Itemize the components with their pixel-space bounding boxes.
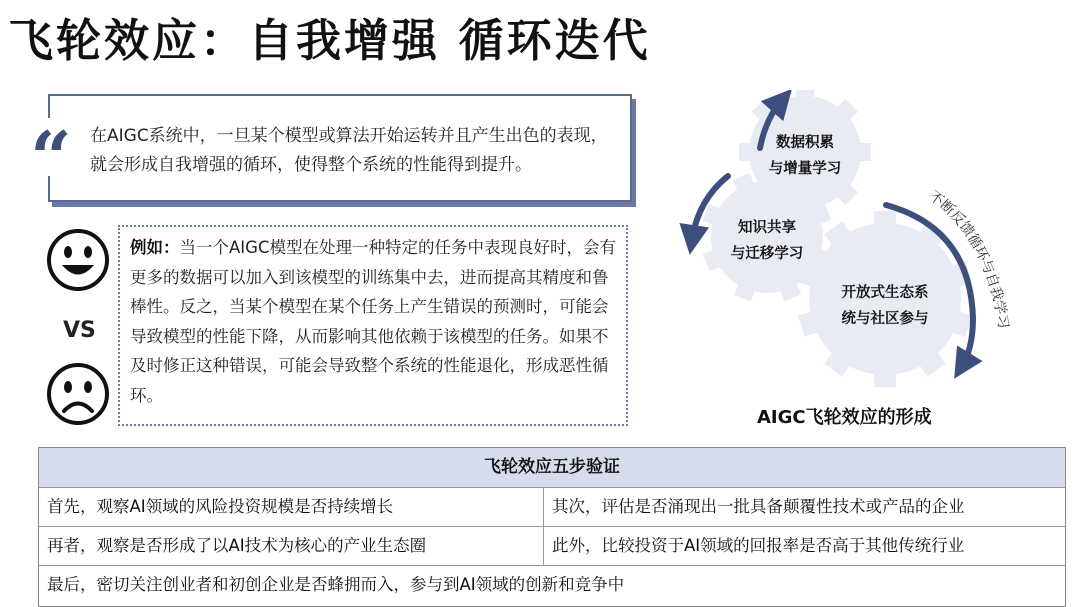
feedback-loop-label: 不断反馈循环与自我学习 bbox=[925, 188, 1012, 330]
table-header: 飞轮效应五步验证 bbox=[39, 448, 1065, 488]
gear-label-line: 开放式生态系 bbox=[841, 285, 929, 301]
gear-label-line: 与迁移学习 bbox=[730, 246, 804, 262]
quote-text: 在AIGC系统中，一旦某个模型或算法开始运转并且产生出色的表现，就会形成自我增强的循环，使得整个系统的性能得到提升。 bbox=[90, 126, 608, 175]
example-label: 例如： bbox=[130, 238, 180, 257]
page-title: 飞轮效应：自我增强 循环迭代 bbox=[8, 14, 651, 67]
table-cell: 此外，比较投资于AI领域的回报率是否高于其他传统行业 bbox=[552, 536, 965, 555]
vs-label: VS bbox=[63, 318, 96, 343]
gear-label-line: 统与社区参与 bbox=[841, 311, 929, 327]
table-cell: 再者，观察是否形成了以AI技术为核心的产业生态圈 bbox=[39, 527, 544, 565]
table-row bbox=[39, 488, 1065, 527]
quote-box bbox=[30, 94, 632, 202]
gear-label-knowledge-sharing bbox=[727, 215, 807, 267]
example-box bbox=[118, 225, 628, 426]
gear-label-line: 知识共享 bbox=[738, 220, 796, 236]
verification-table bbox=[38, 447, 1066, 607]
flywheel-diagram bbox=[670, 90, 1030, 390]
gear-label-open-ecosystem bbox=[830, 280, 940, 332]
gear-label-line: 数据积累 bbox=[776, 135, 834, 151]
frowning-face-icon bbox=[46, 362, 110, 426]
table-row bbox=[39, 566, 1065, 606]
gear-label-line: 与增量学习 bbox=[768, 161, 842, 177]
example-body: 当一个AIGC模型在处理一种特定的任务中表现良好时，会有更多的数据可以加入到该模型的训练集中去，进而提高其精度和鲁棒性。反之，当某个模型在某个任务上产生错误的预测时，可能会导致模型的性能下降，从而影响其他依赖于该模型的任务。如果不及时修正这种错误，可能会导致整个系统的性能退化，形成恶性循环。 bbox=[130, 238, 616, 405]
table-cell: 首先，观察AI领域的风险投资规模是否持续增长 bbox=[39, 488, 544, 526]
smiley-face-icon bbox=[46, 228, 110, 292]
diagram-caption: AIGC飞轮效应的形成 bbox=[757, 407, 932, 428]
table-row bbox=[39, 527, 1065, 566]
table-cell: 最后，密切关注创业者和初创企业是否蜂拥而入，参与到AI领域的创新和竞争中 bbox=[47, 575, 625, 594]
table-cell: 其次，评估是否涌现出一批具备颠覆性技术或产品的企业 bbox=[552, 497, 965, 516]
gear-label-data-accumulation bbox=[765, 130, 845, 182]
example-text bbox=[130, 233, 618, 410]
quote-icon: “ bbox=[30, 115, 72, 200]
